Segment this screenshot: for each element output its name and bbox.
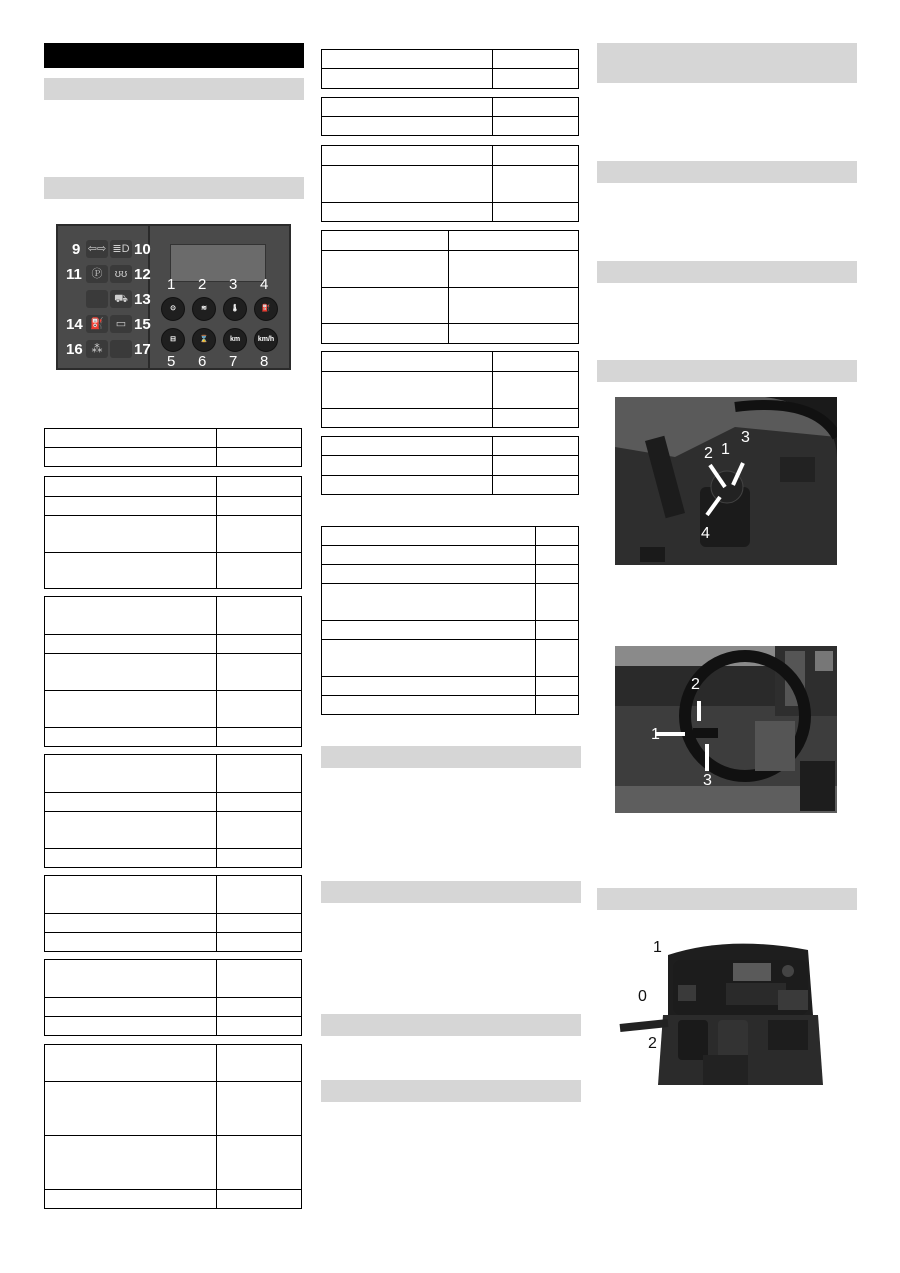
- subsection-header-bar: [597, 888, 857, 910]
- hydraulic-icon: ⊟: [161, 328, 185, 352]
- panel-number: 15: [134, 316, 151, 333]
- spec-table: [44, 476, 302, 589]
- lcd-display: [170, 244, 266, 282]
- button-number: 4: [260, 276, 269, 293]
- table-row: [45, 516, 302, 553]
- table-row: [45, 448, 302, 467]
- subsection-header-bar: [321, 746, 581, 768]
- table-row: [322, 98, 579, 117]
- table-row: [322, 372, 579, 409]
- table-row: [322, 288, 579, 324]
- table-row: [322, 251, 579, 288]
- table-row: [322, 456, 579, 476]
- figure-label: 2: [704, 445, 713, 462]
- table-row: [322, 696, 579, 715]
- table-row: [45, 1082, 302, 1136]
- button-number: 8: [260, 353, 269, 370]
- service-icon: ⊙: [161, 297, 185, 321]
- spec-table: [44, 875, 302, 952]
- figure-label: 4: [701, 525, 710, 542]
- table-row: [45, 914, 302, 933]
- panel-number: 16: [66, 341, 83, 358]
- button-number: 5: [167, 353, 176, 370]
- temperature-icon: 🌡: [223, 297, 247, 321]
- dashboard-console-photo: [608, 935, 848, 1095]
- table-row: [322, 324, 579, 344]
- subsection-header-bar: [597, 161, 857, 183]
- steering-stalk-photo: [615, 646, 837, 813]
- filter-icon: ⁂: [86, 340, 108, 358]
- table-row: [45, 849, 302, 868]
- km-button: km: [223, 328, 247, 352]
- spec-table: [321, 436, 579, 495]
- table-row: [322, 565, 579, 584]
- subsection-header-bar: [321, 1014, 581, 1036]
- table-row: [322, 640, 579, 677]
- table-row: [45, 933, 302, 952]
- subsection-header-bar: [321, 881, 581, 903]
- table-row: [322, 146, 579, 166]
- figure-label: 3: [703, 772, 712, 789]
- table-row: [45, 876, 302, 914]
- table-row: [45, 654, 302, 691]
- subsection-header-bar: [597, 43, 857, 83]
- table-row: [322, 621, 579, 640]
- panel-number: 9: [72, 241, 81, 258]
- figure-label: 1: [721, 441, 730, 458]
- table-row: [322, 166, 579, 203]
- table-row: [45, 1017, 302, 1036]
- table-row: [322, 50, 579, 69]
- table-row: [322, 546, 579, 565]
- table-row: [322, 584, 579, 621]
- glow-plug-icon: ʊʊ: [110, 265, 132, 283]
- table-row: [45, 1045, 302, 1082]
- oil-pressure-icon: ⛽: [86, 315, 108, 333]
- table-row: [45, 635, 302, 654]
- instrument-panel-figure: [56, 224, 291, 370]
- table-row: [322, 69, 579, 89]
- table-row: [45, 728, 302, 747]
- panel-number: 12: [134, 266, 151, 283]
- dashboard-console-illustration: [608, 935, 848, 1095]
- subsection-header-bar: [597, 360, 857, 382]
- table-row: [45, 755, 302, 793]
- figure-label: 3: [741, 429, 750, 446]
- table-row: [45, 553, 302, 589]
- figure-label: 1: [651, 726, 660, 743]
- figure-label: 2: [691, 676, 700, 693]
- table-row: [45, 812, 302, 849]
- hourglass-icon: ⌛: [192, 328, 216, 352]
- spec-table: [321, 351, 579, 428]
- table-row: [45, 691, 302, 728]
- table-row: [45, 429, 302, 448]
- spec-table: [44, 1044, 302, 1209]
- subsection-header-bar: [597, 261, 857, 283]
- subsection-header-bar: [321, 1080, 581, 1102]
- button-number: 7: [229, 353, 238, 370]
- figure-label: 2: [648, 1035, 657, 1052]
- panel-number: 10: [134, 241, 151, 258]
- section-header-bar: [44, 43, 304, 68]
- spec-table: [321, 145, 579, 222]
- blank-lamp-icon: [110, 340, 132, 358]
- spec-table: [44, 959, 302, 1036]
- table-row: [45, 1136, 302, 1190]
- table-row: [322, 409, 579, 428]
- table-row: [45, 960, 302, 998]
- blank-lamp-icon: [86, 290, 108, 308]
- figure-label: 1: [653, 939, 662, 956]
- table-row: [322, 677, 579, 696]
- parking-brake-icon: Ⓟ: [86, 265, 108, 283]
- coolant-icon: ≋: [192, 297, 216, 321]
- table-row: [322, 527, 579, 546]
- button-number: 6: [198, 353, 207, 370]
- button-number: 3: [229, 276, 238, 293]
- battery-icon: ▭: [110, 315, 132, 333]
- joystick-lever-illustration: [615, 397, 837, 565]
- turn-signal-icon: ⇦⇨: [86, 240, 108, 258]
- subsection-header-bar: [44, 177, 304, 199]
- table-row: [45, 1190, 302, 1209]
- table-row: [322, 231, 579, 251]
- table-row: [45, 793, 302, 812]
- spec-table: [44, 596, 302, 747]
- table-row: [322, 117, 579, 136]
- table-row: [45, 497, 302, 516]
- panel-number: 17: [134, 341, 151, 358]
- table-row: [322, 203, 579, 222]
- steering-stalk-illustration: [615, 646, 837, 813]
- figure-label: 0: [638, 988, 647, 1005]
- button-number: 1: [167, 276, 176, 293]
- table-row: [45, 477, 302, 497]
- kmh-button: km/h: [254, 328, 278, 352]
- table-row: [322, 476, 579, 495]
- panel-number: 14: [66, 316, 83, 333]
- spec-table: [321, 97, 579, 136]
- spec-table: [44, 428, 302, 467]
- panel-number: 13: [134, 291, 151, 308]
- spec-table: [321, 49, 579, 89]
- table-row: [45, 597, 302, 635]
- fuel-icon: ⛽: [254, 297, 278, 321]
- spec-table: [321, 230, 579, 344]
- table-row: [322, 437, 579, 456]
- joystick-lever-photo: [615, 397, 837, 565]
- panel-number: 11: [66, 266, 82, 283]
- spec-table: [321, 526, 579, 715]
- table-row: [322, 352, 579, 372]
- subsection-header-bar: [44, 78, 304, 100]
- button-number: 2: [198, 276, 207, 293]
- table-row: [45, 998, 302, 1017]
- vehicle-icon: ⛟: [110, 290, 132, 308]
- high-beam-icon: ≣D: [110, 240, 132, 258]
- spec-table: [44, 754, 302, 868]
